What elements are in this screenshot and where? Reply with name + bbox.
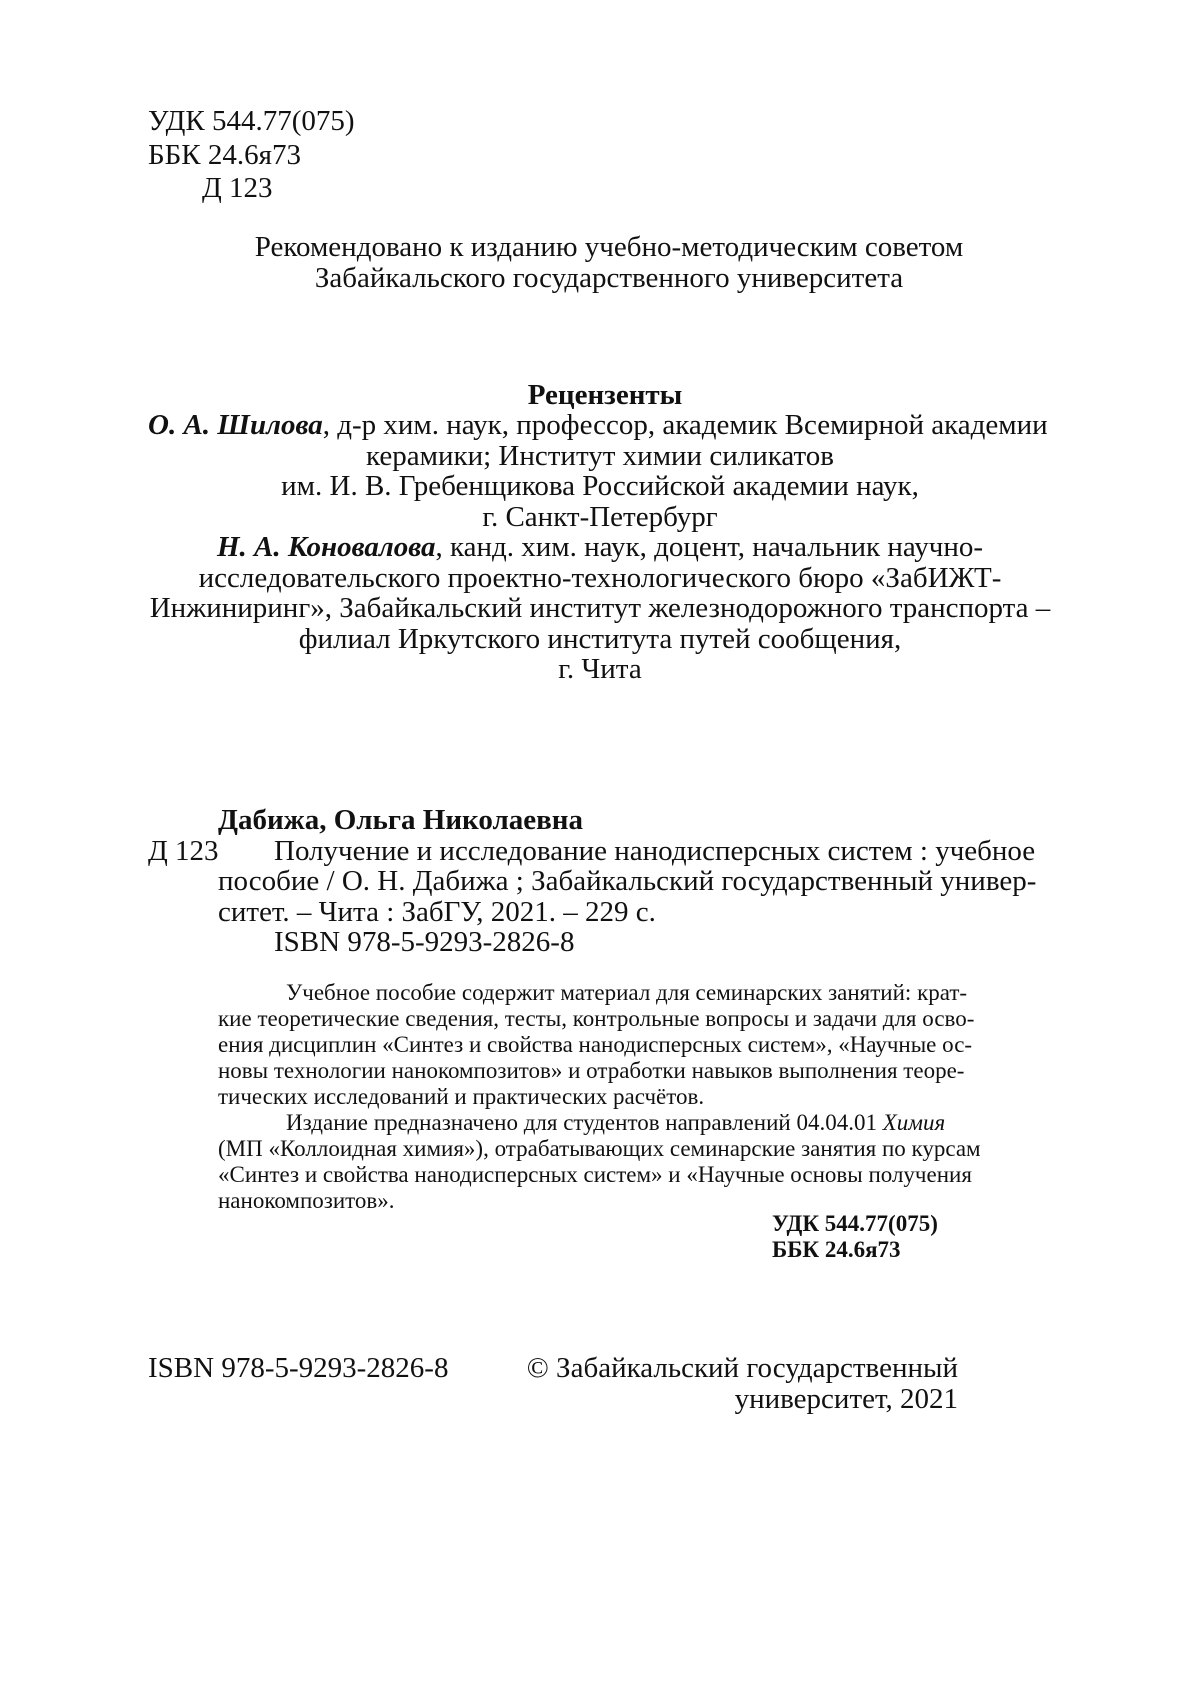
annotation-line: кие теоретические сведения, тесты, контрольные вопросы и задачи для осво- <box>218 1006 975 1031</box>
annotation-text: Издание предназначено для студентов направлений 04.04.01 <box>286 1110 883 1135</box>
catalog-title-line: пособие / О. Н. Дабижа ; Забайкальский государственный универ- <box>218 865 1037 897</box>
reviewer-2-line: филиал Иркутского института путей сообщения, <box>298 623 902 655</box>
catalog-title-line: Получение и исследование нанодисперсных систем : учебное <box>274 835 1036 867</box>
footer-udk-code: УДК 544.77(075) <box>772 1211 938 1236</box>
annotation-line: нанокомпозитов». <box>218 1188 395 1213</box>
bbk-code: ББК 24.6я73 <box>148 139 301 171</box>
reviewer-2-name: Н. А. Коновалова <box>217 531 436 563</box>
annotation-line: Учебное пособие содержит материал для семинарских занятий: крат- <box>286 980 968 1005</box>
copyright-line: © Забайкальский государственный <box>526 1352 958 1384</box>
recommendation-line: Забайкальского государственного университета <box>314 262 904 294</box>
annotation-line <box>286 1108 945 1137</box>
catalog-author-heading: Дабижа, Ольга Николаевна <box>218 804 583 836</box>
footer-bbk-code: ББК 24.6я73 <box>772 1237 901 1262</box>
reviewer-2-line: Инжиниринг», Забайкальский институт железнодорожного транспорта – <box>149 592 1051 624</box>
udk-code: УДК 544.77(075) <box>148 105 355 137</box>
reviewer-2-line: исследовательского проектно-технологического бюро «ЗабИЖТ- <box>198 562 1002 594</box>
reviewer-1-city: г. Санкт-Петербург <box>482 501 718 533</box>
catalog-isbn: ISBN 978-5-9293-2826-8 <box>274 926 575 958</box>
annotation-line: (МП «Коллоидная химия»), отрабатывающих семинарские занятия по курсам <box>218 1136 981 1161</box>
reviewer-2-credentials: , канд. хим. наук, доцент, начальник научно- <box>435 531 983 563</box>
bottom-isbn: ISBN 978-5-9293-2826-8 <box>148 1352 449 1384</box>
recommendation-line: Рекомендовано к изданию учебно-методическим советом <box>254 231 964 263</box>
reviewer-1-credentials: , д-р хим. наук, профессор, академик Всемирной академии <box>322 409 1048 441</box>
author-mark: Д 123 <box>202 172 273 204</box>
annotation-line: ения дисциплин «Синтез и свойства нанодисперсных систем», «Научные ос- <box>218 1032 973 1057</box>
catalog-mark: Д 123 <box>148 835 219 867</box>
reviewers-heading: Рецензенты <box>527 379 683 411</box>
reviewer-1-line: керамики; Институт химии силикатов <box>366 440 834 472</box>
reviewer-1-line: им. И. В. Гребенщикова Российской академии наук, <box>281 470 919 502</box>
copyright-line: университет, 2021 <box>734 1383 958 1415</box>
reviewer-1-name: О. А. Шилова <box>148 409 323 441</box>
reviewer-2-city: г. Чита <box>558 653 642 685</box>
annotation-line: тических исследований и практических расчётов. <box>218 1084 705 1109</box>
annotation-line: новы технологии нанокомпозитов» и отработки навыков выполнения теоре- <box>218 1058 965 1083</box>
annotation-italic-text: Химия <box>882 1110 946 1135</box>
annotation-line: «Синтез и свойства нанодисперсных систем» и «Научные основы получения <box>218 1162 972 1187</box>
catalog-title-line: ситет. – Чита : ЗабГУ, 2021. – 229 с. <box>218 896 656 928</box>
